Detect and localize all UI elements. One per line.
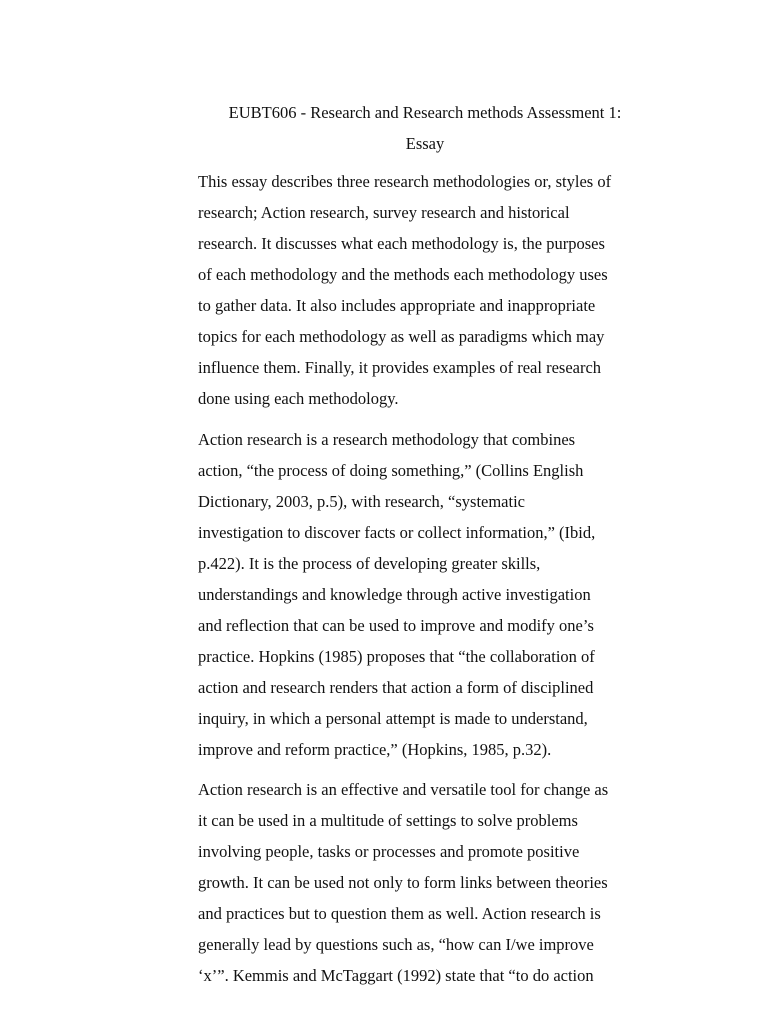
text-line: and reflection that can be used to improve and modify one’s	[198, 616, 594, 635]
text-line: involving people, tasks or processes and promote positive	[198, 842, 580, 861]
text-line: action, “the process of doing something,” (Collins English	[198, 461, 584, 480]
text-line: it can be used in a multitude of settings to solve problems	[198, 811, 578, 830]
text-line: of each methodology and the methods each methodology uses	[198, 265, 608, 284]
text-line: done using each methodology.	[198, 389, 399, 408]
text-line: topics for each methodology as well as paradigms which may	[198, 327, 605, 346]
text-line: This essay describes three research methodologies or, styles of	[198, 172, 612, 191]
title-line: Essay	[405, 134, 445, 153]
text-line: Action research is an effective and versatile tool for change as	[198, 780, 609, 799]
paragraph-introduction	[198, 166, 658, 414]
text-line: influence them. Finally, it provides examples of real research	[198, 358, 602, 377]
text-line: and practices but to question them as well. Action research is	[198, 904, 601, 923]
text-line: improve and reform practice,” (Hopkins, 1985, p.32).	[198, 740, 552, 759]
paragraph-action-research-definition	[198, 424, 658, 765]
paragraph-action-research-versatility	[198, 774, 658, 991]
title-line: EUBT606 - Research and Research methods Assessment 1:	[228, 103, 622, 122]
text-line: p.422). It is the process of developing greater skills,	[198, 554, 541, 573]
text-line: investigation to discover facts or collect information,” (Ibid,	[198, 523, 596, 542]
text-line: practice. Hopkins (1985) proposes that “the collaboration of	[198, 647, 595, 666]
essay-title	[198, 97, 652, 159]
text-line: growth. It can be used not only to form links between theories	[198, 873, 608, 892]
text-line: action and research renders that action a form of disciplined	[198, 678, 594, 697]
text-line: Action research is a research methodology that combines	[198, 430, 576, 449]
text-line: to gather data. It also includes appropriate and inappropriate	[198, 296, 596, 315]
text-line: inquiry, in which a personal attempt is made to understand,	[198, 709, 588, 728]
text-line: research; Action research, survey research and historical	[198, 203, 570, 222]
text-line: generally lead by questions such as, “how can I/we improve	[198, 935, 594, 954]
text-line: research. It discusses what each methodology is, the purposes	[198, 234, 605, 253]
text-line: Dictionary, 2003, p.5), with research, “systematic	[198, 492, 525, 511]
text-line: understandings and knowledge through active investigation	[198, 585, 591, 604]
text-line: ‘x’”. Kemmis and McTaggart (1992) state that “to do action	[198, 966, 594, 985]
